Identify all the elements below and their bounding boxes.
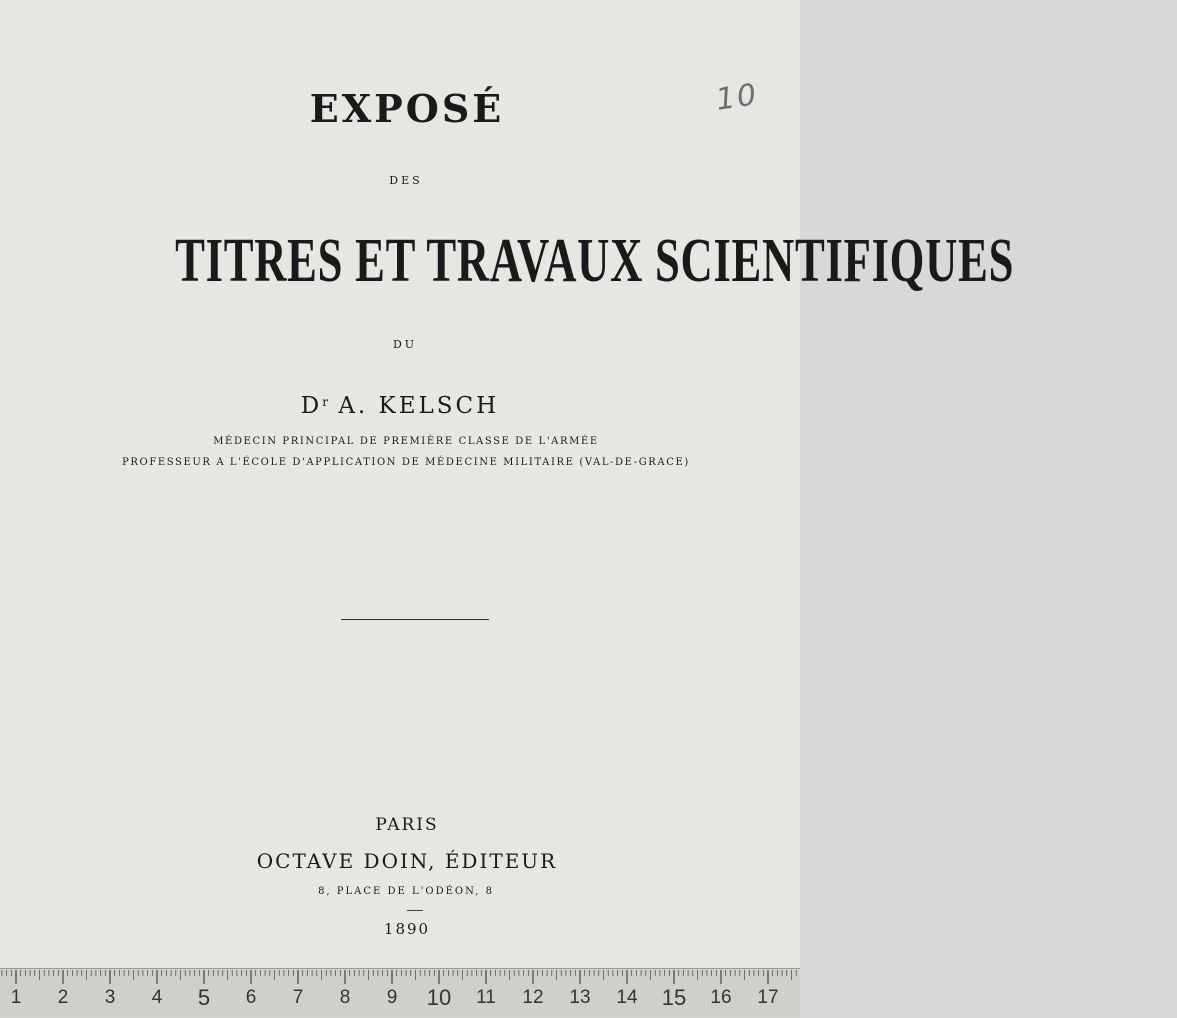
ruler-number: 2 [57,987,69,1008]
publication-year: 1890 [383,920,431,938]
ruler-number: 11 [476,987,496,1008]
ruler-number: 9 [386,987,398,1008]
ruler-number: 17 [757,987,779,1008]
publisher-name: OCTAVE DOIN, ÉDITEUR [256,849,558,873]
main-title-text: TITRES ET TRAVAUX SCIENTIFIQUES [175,227,1015,295]
connector-des: DES [389,174,423,187]
handwritten-page-number: 10 [713,77,761,118]
ruler-number: 1 [10,987,22,1008]
ruler-number: 6 [245,987,257,1008]
main-title [0,226,1015,297]
ruler-number: 5 [197,985,211,1010]
publication-city: PARIS [375,815,439,835]
heading-expose: EXPOSÉ [309,86,505,131]
ruler-number: 13 [569,987,591,1008]
ruler-number: 16 [710,987,732,1008]
ruler-number: 3 [104,987,116,1008]
measuring-ruler [0,968,800,1017]
ruler-number: 8 [339,987,351,1008]
connector-du: DU [392,338,418,351]
author-prefix-sup: r [322,395,328,409]
ruler-number: 4 [151,987,163,1008]
ruler-number: 15 [661,985,687,1010]
ruler-number: 7 [292,987,304,1008]
year-divider [407,910,423,911]
publisher-address: 8, PLACE DE L'ODÉON, 8 [318,886,494,897]
author-name: A. KELSCH [338,393,500,419]
center-divider [341,619,489,620]
credential-line-1: MÉDECIN PRINCIPAL DE PREMIÈRE CLASSE DE L'ARMÉE [213,436,599,447]
author-prefix: D [300,393,323,419]
credential-line-2: PROFESSEUR A L'ÉCOLE D'APPLICATION DE MÉDECINE MILITAIRE (VAL-DE-GRACE) [122,457,690,468]
author-line [0,393,800,419]
ruler-number: 10 [426,985,452,1010]
ruler-number: 14 [616,987,638,1008]
ruler-number: 12 [522,987,544,1008]
